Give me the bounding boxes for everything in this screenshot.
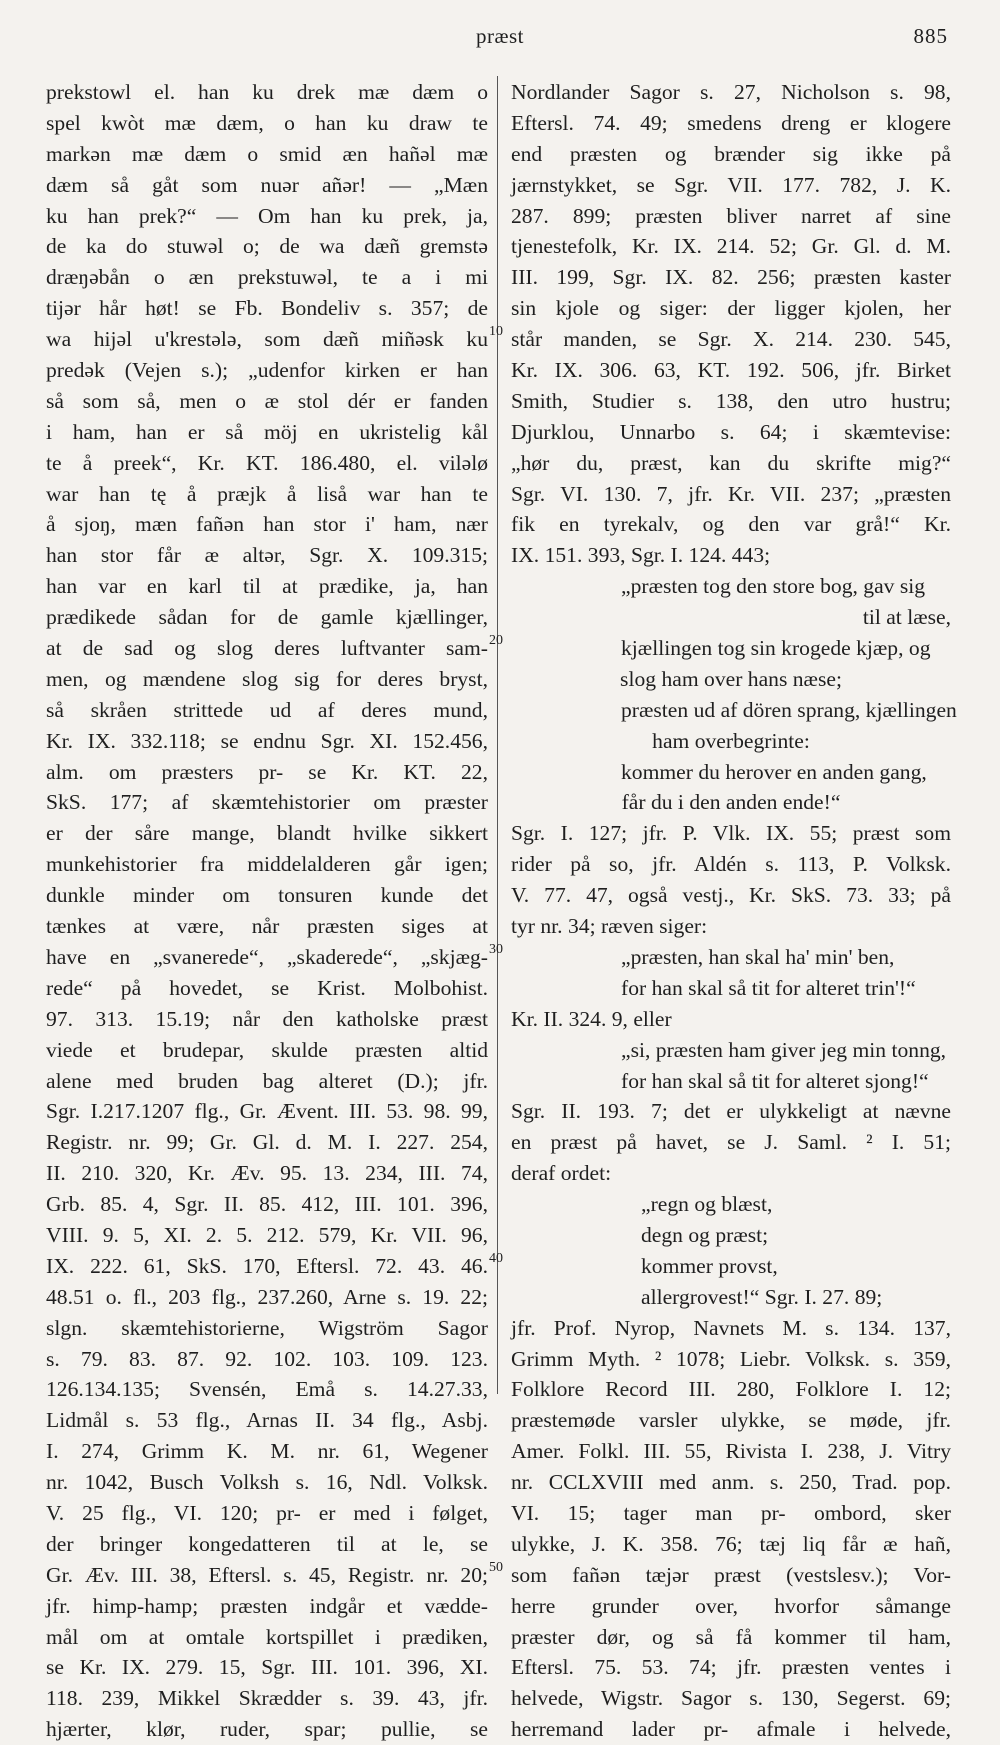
text-line: „præsten, han skal ha' min' ben, xyxy=(621,944,895,969)
line-number: 40 xyxy=(489,1251,503,1266)
text-line: rider på so, jfr. Aldén s. 113, P. Volksk. xyxy=(511,852,951,877)
text-line: prekstowl el. han ku drek mæ dæm o xyxy=(46,80,488,104)
line-number: 10 xyxy=(489,324,503,339)
text-line: ulykke, J. K. 358. 76; tæj liq får æ hañ, xyxy=(511,1531,951,1556)
text-line: 97. 313. 15.19; når den katholske præst xyxy=(46,1006,488,1031)
text-line: at de sad og slog deres luftvanter sam- xyxy=(46,636,488,661)
text-line: som fañən tæjər præst (vestslesv.); Vor- xyxy=(511,1562,951,1587)
text-line: te å preek“, Kr. KT. 186.480, el. viləlø xyxy=(46,450,488,475)
text-line: 48.51 o. fl., 203 flg., 237.260, Arne s. 19. 22; xyxy=(46,1284,488,1309)
text-line: Eftersl. 75. 53. 74; jfr. præsten ventes i xyxy=(511,1655,951,1680)
text-line: V. 77. 47, også vestj., Kr. SkS. 73. 33; på xyxy=(511,883,951,908)
text-line: Gr. Æv. III. 38, Eftersl. s. 45, Registr. nr. 20; xyxy=(46,1562,488,1587)
text-line: Lidmål s. 53 flg., Arnas II. 34 flg., Asbj. xyxy=(46,1408,488,1433)
text-line: prædikede sådan for de gamle kjællinger, xyxy=(46,605,488,630)
text-line: 118. 239, Mikkel Skrædder s. 39. 43, jfr. xyxy=(46,1686,488,1711)
text-line: Folklore Record III. 280, Folklore I. 12; xyxy=(511,1377,951,1402)
text-line: II. 210. 320, Kr. Æv. 95. 13. 234, III. 74, xyxy=(46,1161,488,1186)
text-line: viede et brudepar, skulde præsten altid xyxy=(46,1037,488,1062)
text-line: præsten ud af dören sprang, kjællingen xyxy=(621,697,957,722)
text-line: til at læse, xyxy=(862,605,951,630)
text-line: 287. 899; præsten bliver narret af sine xyxy=(511,203,951,228)
text-line: jærnstykket, se Sgr. VII. 177. 782, J. K. xyxy=(511,172,951,197)
page-number: 885 xyxy=(913,24,948,48)
text-line: de ka do stuwəl o; de wa dæñ gremstə xyxy=(46,234,488,259)
text-line: s. 79. 83. 87. 92. 102. 103. 109. 123. xyxy=(46,1346,488,1371)
text-line: degn og præst; xyxy=(641,1222,769,1247)
text-line: war han tę å præjk å liså war han te xyxy=(46,481,488,506)
text-line: III. 199, Sgr. IX. 82. 256; præsten kaster xyxy=(511,265,951,290)
text-line: IX. 222. 61, SkS. 170, Eftersl. 72. 43. 46. xyxy=(46,1253,488,1278)
text-line: Kr. II. 324. 9, eller xyxy=(511,1006,672,1031)
text-line: dunkle minder om tonsuren kunde det xyxy=(46,883,488,908)
text-line: deraf ordet: xyxy=(511,1161,612,1186)
text-line: tijər hår høt! se Fb. Bondeliv s. 357; de xyxy=(46,296,488,321)
text-line: munkehistorier fra middelalderen går igen; xyxy=(46,852,488,877)
text-line: ku han prek?“ — Om han ku prek, ja, xyxy=(46,203,488,228)
text-line: tyr nr. 34; ræven siger: xyxy=(511,914,708,939)
text-line: tænkes at være, når præsten siges at xyxy=(46,914,488,939)
text-line: tjenestefolk, Kr. IX. 214. 52; Gr. Gl. d. M. xyxy=(511,234,951,259)
text-line: alene med bruden bag alteret (D.); jfr. xyxy=(46,1068,488,1093)
text-line: rede“ på hovedet, se Krist. Molbohist. xyxy=(46,975,488,1000)
text-line: Eftersl. 74. 49; smedens dreng er klogere xyxy=(511,110,951,135)
line-number: 20 xyxy=(489,633,503,648)
text-line: præstemøde varsler ulykke, se møde, jfr. xyxy=(511,1408,951,1433)
text-line: helvede, Wigstr. Sagor s. 130, Segerst. 69; xyxy=(511,1686,951,1711)
text-line: for han skal så tit for alteret sjong!“ xyxy=(621,1068,929,1093)
text-line: der bringer kongedatteren til at le, se xyxy=(46,1531,488,1556)
text-line: VI. 15; tager man pr- ombord, sker xyxy=(511,1500,951,1525)
text-line: jfr. Prof. Nyrop, Navnets M. s. 134. 137, xyxy=(511,1315,951,1340)
text-line: „si, præsten ham giver jeg min tonng, xyxy=(621,1037,947,1062)
text-line: kommer provst, xyxy=(641,1253,778,1278)
text-line: predək (Vejen s.); „udenfor kirken er han xyxy=(46,358,488,383)
text-line: hjærter, klør, ruder, spar; pullie, se xyxy=(46,1717,488,1742)
text-line: Sgr. I. 127; jfr. P. Vlk. IX. 55; præst som xyxy=(511,821,951,846)
text-line: præster dør, og så få kommer til ham, xyxy=(511,1624,951,1649)
text-line: I. 274, Grimm K. M. nr. 61, Wegener xyxy=(46,1439,488,1464)
text-line: Grimm Myth. ² 1078; Liebr. Volksk. s. 359, xyxy=(511,1346,951,1371)
text-line: Djurklou, Unnarbo s. 64; i skæmtevise: xyxy=(511,419,951,444)
text-line: have en „svanerede“, „skaderede“, „skjæg- xyxy=(46,944,488,969)
text-line: fik en tyrekalv, og den var grå!“ Kr. xyxy=(511,512,951,537)
text-line: står manden, se Sgr. X. 214. 230. 545, xyxy=(511,327,951,352)
text-line: slog ham over hans næse; xyxy=(620,666,842,691)
text-line: Smith, Studier s. 138, den utro hustru; xyxy=(511,388,951,413)
text-line: herremand lader pr- afmale i helvede, xyxy=(511,1717,951,1742)
text-line: Sgr. VI. 130. 7, jfr. Kr. VII. 237; „præsten xyxy=(511,481,951,506)
text-line: en præst på havet, se J. Saml. ² I. 51; xyxy=(511,1130,951,1155)
text-line: mål om at omtale kortspillet i prædiken, xyxy=(46,1624,488,1649)
text-line: får du i den anden ende!“ xyxy=(621,790,841,815)
text-line: nr. 1042, Busch Volksh s. 16, Ndl. Volksk. xyxy=(46,1470,488,1495)
text-line: Kr. IX. 306. 63, KT. 192. 506, jfr. Birket xyxy=(511,358,951,383)
text-line: IX. 151. 393, Sgr. I. 124. 443; xyxy=(511,543,771,568)
text-line: men, og mændene slog sig for deres bryst, xyxy=(46,666,488,691)
text-line: herre grunder over, hvorfor såmange xyxy=(511,1593,951,1618)
text-line: 126.134.135; Svensén, Emå s. 14.27.33, xyxy=(46,1377,488,1402)
text-line: sin kjole og siger: der ligger kjolen, her xyxy=(511,296,951,321)
text-line: Registr. nr. 99; Gr. Gl. d. M. I. 227. 254, xyxy=(46,1130,488,1155)
right-column xyxy=(511,77,957,1745)
text-line: ham overbegrinte: xyxy=(652,728,810,753)
text-line: å sjoŋ, mæn fañən han stor i' ham, nær xyxy=(46,512,488,537)
text-line: end præsten og brænder sig ikke på xyxy=(511,141,951,166)
text-line: så skråen strittede ud af deres mund, xyxy=(46,697,488,722)
text-line: i ham, han er så möj en ukristelig kål xyxy=(46,419,488,444)
text-line: dæm så gåt som nuər añər! — „Mæn xyxy=(46,172,488,197)
text-line: Kr. IX. 332.118; se endnu Sgr. XI. 152.456, xyxy=(46,728,488,753)
line-number: 30 xyxy=(489,942,503,957)
text-line: markən mæ dæm o smid æn hañəl mæ xyxy=(46,141,488,166)
text-line: „hør du, præst, kan du skrifte mig?“ xyxy=(511,450,951,475)
column-divider xyxy=(497,76,498,1394)
text-line: wa hijəl u'krestələ, som dæñ miñəsk ku xyxy=(46,327,488,352)
text-line: jfr. himp-hamp; præsten indgår et vædde- xyxy=(46,1593,488,1618)
text-line: dræŋəbån o æn prekstuwəl, te a i mi xyxy=(46,265,488,290)
text-line: Nordlander Sagor s. 27, Nicholson s. 98, xyxy=(511,80,951,104)
text-line: spel kwòt mæ dæm, o han ku draw te xyxy=(46,110,488,135)
running-head: præst xyxy=(475,24,524,48)
text-line: se Kr. IX. 279. 15, Sgr. III. 101. 396, XI. xyxy=(46,1655,488,1680)
text-line: „præsten tog den store bog, gav sig xyxy=(621,574,926,599)
text-line: Sgr. II. 193. 7; det er ulykkeligt at nævne xyxy=(511,1099,951,1124)
text-line: han stor får æ altər, Sgr. X. 109.315; xyxy=(46,543,488,568)
text-line: Amer. Folkl. III. 55, Rivista I. 238, J. Vitry xyxy=(511,1439,951,1464)
text-line: V. 25 flg., VI. 120; pr- er med i følget, xyxy=(46,1500,488,1525)
text-line: Sgr. I.217.1207 flg., Gr. Ævent. III. 53. 98. 99, xyxy=(46,1099,488,1124)
text-line: VIII. 9. 5, XI. 2. 5. 212. 579, Kr. VII. 96, xyxy=(46,1222,488,1247)
text-line: så som så, men o æ stol dér er fanden xyxy=(46,388,488,413)
text-line: SkS. 177; af skæmtehistorier om præster xyxy=(46,790,488,815)
text-line: kommer du herover en anden gang, xyxy=(621,759,927,784)
text-line: for han skal så tit for alteret trin'!“ xyxy=(621,975,916,1000)
text-line: alm. om præsters pr- se Kr. KT. 22, xyxy=(46,759,488,784)
text-line: „regn og blæst, xyxy=(641,1192,773,1217)
text-line: nr. CCLXVIII med anm. s. 250, Trad. pop. xyxy=(511,1470,951,1495)
text-line: han var en karl til at prædike, ja, han xyxy=(46,574,488,599)
left-column xyxy=(46,77,488,1745)
text-line: slgn. skæmtehistorierne, Wigström Sagor xyxy=(46,1315,488,1340)
text-line: allergrovest!“ Sgr. I. 27. 89; xyxy=(641,1284,883,1309)
text-line: kjællingen tog sin krogede kjæp, og xyxy=(621,636,931,661)
text-line: er der såre mange, blandt hvilke sikkert xyxy=(46,821,488,846)
line-number: 50 xyxy=(489,1560,503,1575)
text-line: Grb. 85. 4, Sgr. II. 85. 412, III. 101. 396, xyxy=(46,1192,488,1217)
